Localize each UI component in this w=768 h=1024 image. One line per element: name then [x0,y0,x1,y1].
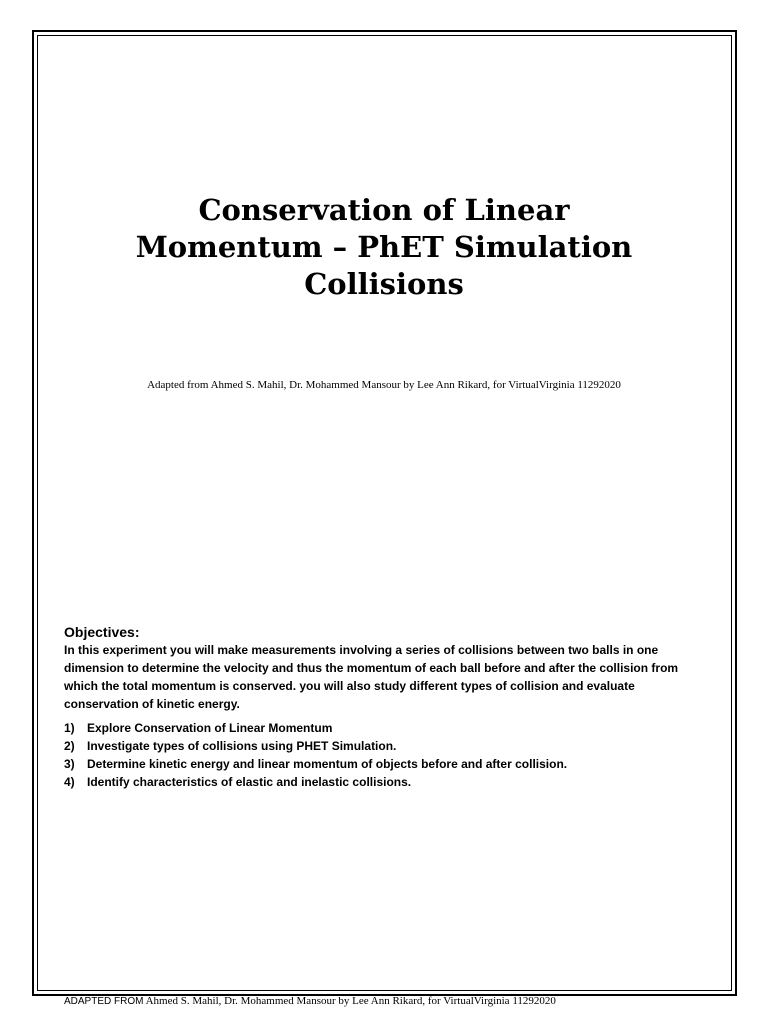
list-item-text: Explore Conservation of Linear Momentum [87,721,333,735]
title-line-3: Collisions [304,267,464,301]
list-item-number: 2) [64,739,75,753]
list-item-text: Identify characteristics of elastic and inelastic collisions. [87,775,412,789]
list-item-text: Determine kinetic energy and linear momentum of objects before and after collision. [87,757,568,771]
page-footer [64,994,744,1009]
objectives-heading: Objectives: [64,624,140,640]
attribution-text: Adapted from Ahmed S. Mahil, Dr. Mohammed Mansour by Lee Ann Rikard, for VirtualVirginia 11292020 [147,379,621,391]
objectives-section [64,623,704,791]
objectives-list [64,719,704,791]
page-border-inner [37,35,732,991]
title-line-1: Conservation of Linear [198,193,570,227]
list-item-number: 3) [64,757,75,771]
list-item [64,719,704,737]
list-item [64,755,704,773]
footer-prefix: ADAPTED FROM [64,996,144,1007]
list-item-text: Investigate types of collisions using PHET Simulation. [87,739,397,753]
document-title [60,192,708,303]
list-item [64,737,704,755]
title-line-2: Momentum – PhET Simulation [135,230,633,264]
list-item [64,773,704,791]
list-item-number: 1) [64,721,75,735]
objectives-paragraph: In this experiment you will make measurements involving a series of collisions between two balls in one dimension to determine the velocity and thus the momentum of each ball before and after the collision from which the total momentum is conserved. you will also study different types of collision and evaluate conservation of kinetic energy. [64,643,679,711]
list-item-number: 4) [64,775,75,789]
footer-text: Ahmed S. Mahil, Dr. Mohammed Mansour by Lee Ann Rikard, for VirtualVirginia 11292020 [143,995,556,1007]
